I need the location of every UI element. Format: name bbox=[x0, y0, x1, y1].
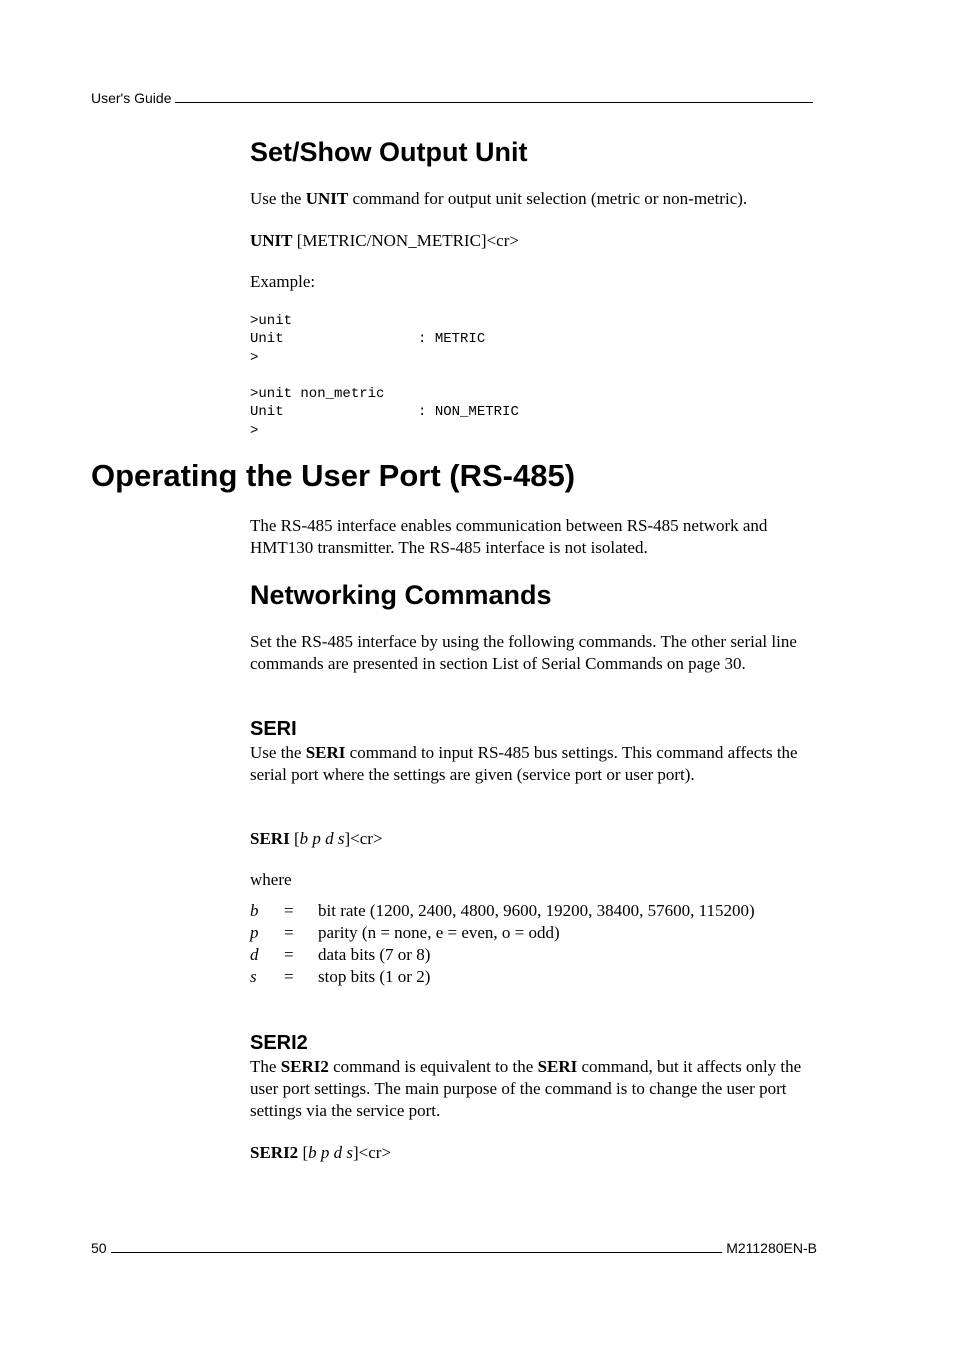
seri2-syntax-open: [ bbox=[298, 1143, 309, 1162]
seri2-description bbox=[250, 1056, 815, 1122]
seri-desc-post: command to input RS-485 bus settings. This command affects the serial port where the settings are given (service port or user port). bbox=[250, 743, 798, 784]
code-example-non-metric: >unit non_metric Unit : NON_METRIC > bbox=[250, 386, 519, 439]
unit-intro-cmd: UNIT bbox=[305, 189, 349, 208]
seri2-syntax-cmd: SERI2 bbox=[250, 1143, 299, 1162]
seri2-desc-mid: command is equivalent to the bbox=[328, 1057, 538, 1076]
document-code: M211280EN-B bbox=[726, 1240, 817, 1256]
param-row-s bbox=[250, 966, 810, 988]
seri-desc-cmd: SERI bbox=[305, 743, 346, 762]
where-label: where bbox=[250, 870, 292, 889]
seri2-desc-cmd2: SERI bbox=[537, 1057, 578, 1076]
section-title-networking: Networking Commands bbox=[250, 580, 552, 610]
param-description: parity (n = none, e = even, o = odd) bbox=[318, 923, 560, 942]
header-title: User's Guide bbox=[91, 90, 172, 106]
param-equals: = bbox=[284, 923, 294, 942]
section-title-unit: Set/Show Output Unit bbox=[250, 137, 528, 167]
unit-intro-post: command for output unit selection (metric or non-metric). bbox=[348, 189, 748, 208]
subsection-title-seri: SERI bbox=[250, 718, 297, 740]
param-symbol: s bbox=[250, 967, 257, 986]
page-header bbox=[91, 90, 813, 106]
footer-rule bbox=[111, 1252, 723, 1253]
param-row-d bbox=[250, 944, 810, 966]
seri-syntax bbox=[250, 828, 820, 850]
seri-syntax-open: [ bbox=[289, 829, 300, 848]
subsection-title-seri2: SERI2 bbox=[250, 1032, 308, 1054]
param-description: data bits (7 or 8) bbox=[318, 945, 431, 964]
chapter-title-rs485: Operating the User Port (RS-485) bbox=[91, 458, 576, 493]
seri2-desc-pre: The bbox=[250, 1057, 281, 1076]
header-rule bbox=[175, 102, 813, 103]
param-symbol: d bbox=[250, 945, 259, 964]
example-label: Example: bbox=[250, 272, 316, 291]
param-equals: = bbox=[284, 945, 294, 964]
param-row-b bbox=[250, 900, 810, 922]
param-symbol: b bbox=[250, 901, 259, 920]
code-example-metric: >unit Unit : METRIC > bbox=[250, 313, 486, 366]
seri-syntax-cmd: SERI bbox=[250, 829, 290, 848]
param-equals: = bbox=[284, 967, 294, 986]
page-number: 50 bbox=[91, 1240, 107, 1256]
param-row-p bbox=[250, 922, 810, 944]
param-description: bit rate (1200, 2400, 4800, 9600, 19200, 38400, 57600, 115200) bbox=[318, 901, 755, 920]
networking-intro: Set the RS-485 interface by using the following commands. The other serial line commands are presented in section List of Serial Commands on page 30. bbox=[250, 632, 797, 673]
unit-syntax-cmd: UNIT bbox=[250, 231, 293, 250]
seri2-syntax-params: b p d s bbox=[308, 1143, 353, 1162]
param-description: stop bits (1 or 2) bbox=[318, 967, 431, 986]
seri-syntax-params: b p d s bbox=[299, 829, 345, 848]
param-symbol: p bbox=[250, 923, 259, 942]
unit-intro bbox=[250, 188, 820, 210]
seri2-desc-cmd1: SERI2 bbox=[280, 1057, 329, 1076]
rs485-intro: The RS-485 interface enables communication between RS-485 network and HMT130 transmitter. The RS-485 interface is not isolated. bbox=[250, 516, 768, 557]
seri-description bbox=[250, 742, 810, 786]
seri2-syntax bbox=[250, 1142, 820, 1164]
parameter-list bbox=[250, 900, 810, 988]
seri2-syntax-close: ]<cr> bbox=[352, 1143, 392, 1162]
seri-syntax-close: ]<cr> bbox=[344, 829, 383, 848]
unit-syntax-args: [METRIC/NON_METRIC]<cr> bbox=[292, 231, 519, 250]
unit-syntax bbox=[250, 230, 820, 252]
seri-desc-pre: Use the bbox=[250, 743, 306, 762]
page-footer bbox=[91, 1240, 817, 1256]
unit-intro-pre: Use the bbox=[250, 189, 306, 208]
seri2-desc-post: command, but it affects only the user port settings. The main purpose of the command is to change the user port settings via the service port. bbox=[250, 1057, 802, 1120]
param-equals: = bbox=[284, 901, 294, 920]
